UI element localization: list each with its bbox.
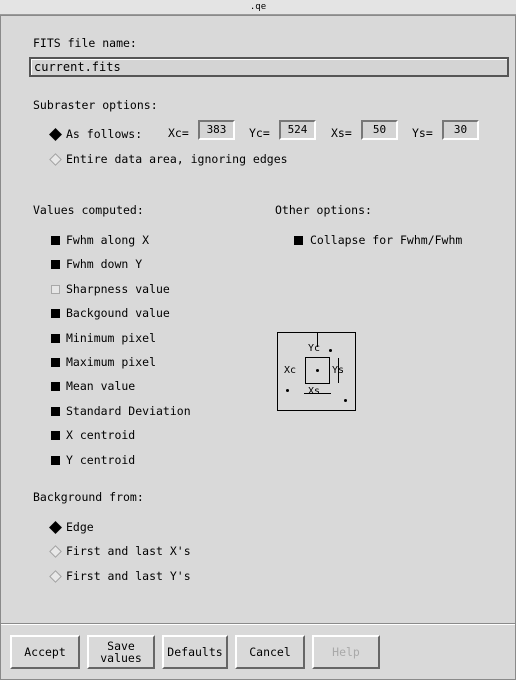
values-checkbox-0[interactable] — [51, 236, 60, 245]
accept-button[interactable]: Accept — [10, 635, 80, 669]
save-values-line1: Save — [107, 639, 135, 653]
fits-file-input[interactable]: current.fits — [29, 57, 509, 77]
defaults-button[interactable]: Defaults — [162, 635, 228, 669]
diagram-yc-label: Yc — [308, 343, 321, 354]
save-values-line2: values — [100, 651, 142, 665]
yc-label: Yc= — [249, 126, 270, 140]
values-checkbox-label-5: Maximum pixel — [66, 355, 157, 369]
values-checkbox-4[interactable] — [51, 334, 60, 343]
subraster-label: Subraster options: — [33, 98, 158, 112]
values-checkbox-label-0: Fwhm along X — [66, 233, 150, 247]
other-options-label: Other options: — [275, 203, 372, 217]
save-values-button[interactable] — [87, 635, 155, 669]
values-checkbox-label-3: Backgound value — [66, 306, 170, 320]
values-checkbox-label-8: X centroid — [66, 428, 136, 442]
values-checkbox-6[interactable] — [51, 382, 60, 391]
background-label: Background from: — [33, 490, 144, 504]
values-computed-label: Values computed: — [33, 203, 144, 217]
yc-input[interactable]: 524 — [279, 120, 316, 140]
values-checkbox-label-6: Mean value — [66, 379, 136, 393]
diagram-xs-label: Xs — [308, 386, 321, 397]
values-checkbox-1[interactable] — [51, 260, 60, 269]
values-checkbox-label-1: Fwhm down Y — [66, 257, 143, 271]
values-checkbox-label-9: Y centroid — [66, 453, 136, 467]
values-checkbox-9[interactable] — [51, 456, 60, 465]
values-checkbox-2[interactable] — [51, 285, 60, 294]
fits-label: FITS file name: — [33, 36, 137, 50]
xs-label: Xs= — [331, 126, 352, 140]
values-checkbox-label-7: Standard Deviation — [66, 404, 191, 418]
subraster-diagram — [277, 332, 356, 411]
help-button[interactable]: Help — [312, 635, 380, 669]
xc-label: Xc= — [168, 126, 189, 140]
first-last-x-label: First and last X's — [66, 544, 191, 558]
values-checkbox-3[interactable] — [51, 309, 60, 318]
values-checkbox-7[interactable] — [51, 407, 60, 416]
first-last-y-label: First and last Y's — [66, 569, 191, 583]
as-follows-label: As follows: — [66, 127, 143, 141]
values-checkbox-label-4: Minimum pixel — [66, 331, 157, 345]
collapse-checkbox[interactable] — [294, 236, 303, 245]
edge-label: Edge — [66, 520, 94, 534]
collapse-label: Collapse for Fwhm/Fwhm — [310, 233, 463, 247]
xc-input[interactable]: 383 — [198, 120, 235, 140]
ys-label: Ys= — [412, 126, 433, 140]
entire-area-label: Entire data area, ignoring edges — [66, 152, 288, 166]
window-title: .qe — [0, 0, 516, 15]
cancel-button[interactable]: Cancel — [235, 635, 305, 669]
diagram-xc-label: Xc — [284, 365, 297, 376]
diagram-ys-label: Ys — [332, 365, 345, 376]
values-checkbox-label-2: Sharpness value — [66, 282, 170, 296]
values-checkbox-8[interactable] — [51, 431, 60, 440]
ys-input[interactable]: 30 — [442, 120, 479, 140]
xs-input[interactable]: 50 — [361, 120, 398, 140]
values-checkbox-5[interactable] — [51, 358, 60, 367]
